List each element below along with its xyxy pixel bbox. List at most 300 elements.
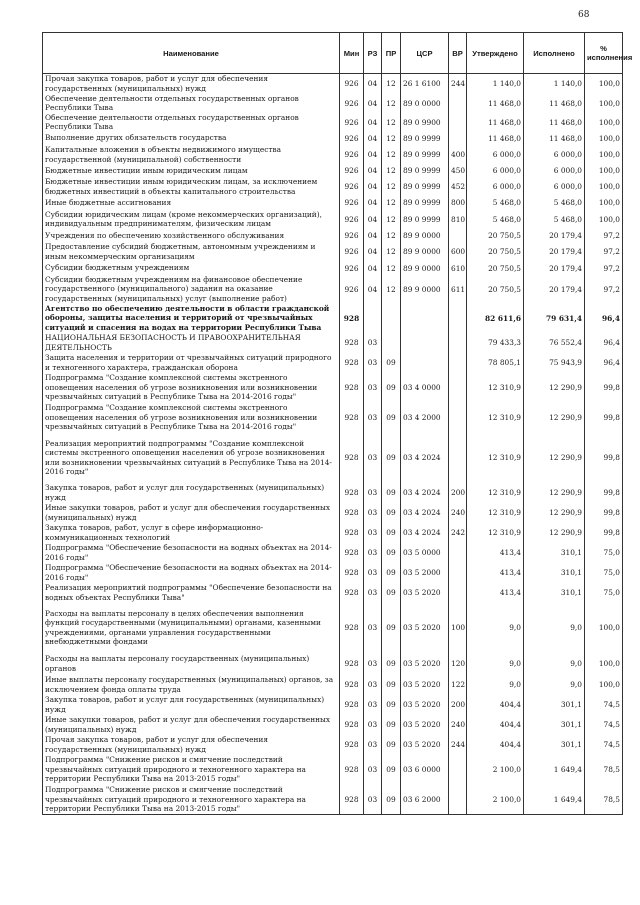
cell-name: Прочая закупка товаров, работ и услуг для обеспечения государственных (муниципальных) нужд [43,74,340,94]
header-approved: Утверждено [467,33,524,74]
cell-approved: 5 468,0 [467,209,524,230]
cell-vr: 600 [449,242,467,262]
cell-name: Подпрограмма "Создание комплексной системы экстренного оповещения населения об угрозе возникновения или возникновении чрезвычайных ситуаций в Республике Тыва на 2014-2016 годы" [43,373,340,403]
cell-approved: 404,4 [467,695,524,715]
cell-rz: 03 [364,755,382,785]
cell-percent: 100,0 [585,177,623,197]
cell-name: Обеспечение деятельности отдельных государственных органов Республики Тыва [43,113,340,132]
cell-percent: 100,0 [585,94,623,113]
cell-rz: 03 [364,543,382,563]
cell-pr: 09 [382,403,401,433]
cell-executed: 301,1 [524,695,585,715]
cell-min: 928 [340,735,364,755]
table-row [43,735,623,755]
cell-percent: 75,0 [585,583,623,603]
header-vr: ВР [449,33,467,74]
cell-name: Учреждения по обеспечению хозяйственного обслуживания [43,230,340,242]
cell-name: Расходы на выплаты персоналу государственных (муниципальных) органов [43,653,340,675]
table-row [43,675,623,695]
cell-approved: 404,4 [467,715,524,735]
header-rz: РЗ [364,33,382,74]
cell-vr: 800 [449,197,467,209]
cell-rz: 04 [364,242,382,262]
cell-percent: 100,0 [585,197,623,209]
table-row [43,563,623,583]
cell-percent: 78,5 [585,785,623,815]
cell-executed: 301,1 [524,735,585,755]
cell-min: 928 [340,503,364,523]
cell-approved: 20 750,5 [467,262,524,275]
cell-approved: 20 750,5 [467,275,524,304]
cell-vr [449,230,467,242]
cell-percent: 100,0 [585,74,623,94]
cell-min: 926 [340,230,364,242]
table-row [43,333,623,353]
cell-min: 928 [340,675,364,695]
table-row [43,262,623,275]
cell-executed: 76 552,4 [524,333,585,353]
cell-executed: 301,1 [524,715,585,735]
cell-rz: 04 [364,209,382,230]
cell-rz: 03 [364,333,382,353]
table-row [43,94,623,113]
cell-percent: 99,8 [585,433,623,483]
cell-executed: 12 290,9 [524,433,585,483]
header-name: Наименование [43,33,340,74]
cell-executed: 79 631,4 [524,304,585,333]
cell-vr [449,132,467,145]
table-row [43,403,623,433]
table-row [43,230,623,242]
cell-min: 928 [340,695,364,715]
cell-rz: 03 [364,523,382,543]
cell-name: Реализация мероприятий подпрограммы "Обеспечение безопасности на водных объектах Республики Тыва" [43,583,340,603]
cell-vr: 100 [449,603,467,653]
cell-approved: 413,4 [467,543,524,563]
cell-name: Субсидии бюджетным учреждениям на финансовое обеспечение государственного (муниципального) задания на оказание государственных (муниципальных) услуг (выполнение работ) [43,275,340,304]
cell-executed: 310,1 [524,563,585,583]
cell-executed: 1 649,4 [524,785,585,815]
cell-vr [449,563,467,583]
cell-name: Защита населения и территории от чрезвычайных ситуаций природного и техногенного характера, гражданская оборона [43,353,340,373]
cell-approved: 82 611,6 [467,304,524,333]
cell-csr: 03 5 2000 [401,563,449,583]
cell-csr: 89 9 0000 [401,242,449,262]
cell-vr [449,304,467,333]
cell-csr: 03 4 2024 [401,523,449,543]
cell-pr: 12 [382,165,401,177]
cell-min: 928 [340,333,364,353]
cell-csr: 03 4 2024 [401,483,449,503]
cell-csr: 89 0 9900 [401,113,449,132]
cell-name: Субсидии бюджетным учреждениям [43,262,340,275]
cell-min: 926 [340,275,364,304]
cell-csr: 89 0 0000 [401,94,449,113]
cell-rz: 03 [364,785,382,815]
cell-approved: 11 468,0 [467,94,524,113]
cell-min: 926 [340,94,364,113]
cell-min: 926 [340,74,364,94]
cell-rz [364,304,382,333]
cell-pr [382,333,401,353]
cell-name: Подпрограмма "Обеспечение безопасности на водных объектах на 2014-2016 годы" [43,563,340,583]
cell-executed: 11 468,0 [524,113,585,132]
cell-rz: 03 [364,715,382,735]
cell-approved: 78 805,1 [467,353,524,373]
cell-pr: 09 [382,603,401,653]
cell-percent: 100,0 [585,209,623,230]
cell-rz: 03 [364,403,382,433]
cell-min: 928 [340,304,364,333]
cell-min: 928 [340,603,364,653]
cell-csr: 89 9 0000 [401,262,449,275]
cell-csr: 03 4 2024 [401,503,449,523]
cell-name: Закупка товаров, работ, услуг в сфере информационно-коммуникационных технологий [43,523,340,543]
cell-vr: 240 [449,715,467,735]
cell-rz: 03 [364,695,382,715]
cell-rz: 04 [364,275,382,304]
cell-vr [449,543,467,563]
cell-vr [449,333,467,353]
cell-pr: 09 [382,503,401,523]
cell-executed: 1 140,0 [524,74,585,94]
cell-min: 928 [340,523,364,543]
cell-name: Иные закупки товаров, работ и услуг для обеспечения государственных (муниципальных) нужд [43,503,340,523]
page-number: 68 [578,10,590,20]
table-row [43,785,623,815]
cell-pr: 12 [382,242,401,262]
cell-pr: 09 [382,583,401,603]
cell-approved: 12 310,9 [467,483,524,503]
table-row [43,543,623,563]
cell-pr: 09 [382,543,401,563]
cell-approved: 6 000,0 [467,165,524,177]
cell-executed: 11 468,0 [524,94,585,113]
cell-executed: 310,1 [524,543,585,563]
cell-csr: 03 6 0000 [401,755,449,785]
cell-vr: 200 [449,483,467,503]
cell-pr: 09 [382,735,401,755]
cell-min: 926 [340,197,364,209]
cell-name: Обеспечение деятельности отдельных государственных органов Республики Тыва [43,94,340,113]
cell-approved: 12 310,9 [467,373,524,403]
cell-name: НАЦИОНАЛЬНАЯ БЕЗОПАСНОСТЬ И ПРАВООХРАНИТЕЛЬНАЯ ДЕЯТЕЛЬНОСТЬ [43,333,340,353]
table-row [43,145,623,165]
cell-pr: 12 [382,113,401,132]
cell-csr: 89 0 9999 [401,177,449,197]
cell-csr [401,304,449,333]
table-row [43,209,623,230]
cell-name: Иные бюджетные ассигнования [43,197,340,209]
cell-approved: 1 140,0 [467,74,524,94]
cell-min: 926 [340,145,364,165]
cell-pr: 09 [382,373,401,403]
table-row [43,583,623,603]
cell-executed: 5 468,0 [524,197,585,209]
cell-percent: 99,8 [585,373,623,403]
cell-min: 926 [340,113,364,132]
cell-csr: 03 6 2000 [401,785,449,815]
cell-vr [449,755,467,785]
cell-name: Подпрограмма "Снижение рисков и смягчение последствий чрезвычайных ситуаций природного и техногенного характера на территории Республики Тыва на 2013-2015 годы" [43,755,340,785]
cell-csr: 03 5 2020 [401,583,449,603]
cell-vr: 244 [449,735,467,755]
cell-percent: 99,8 [585,523,623,543]
cell-rz: 04 [364,165,382,177]
cell-vr [449,353,467,373]
cell-vr [449,785,467,815]
table-row [43,503,623,523]
cell-rz: 03 [364,433,382,483]
cell-rz: 04 [364,74,382,94]
cell-rz: 04 [364,262,382,275]
cell-name: Подпрограмма "Снижение рисков и смягчение последствий чрезвычайных ситуаций природного и техногенного характера на территории Республики Тыва на 2013-2015 годы" [43,785,340,815]
table-row [43,177,623,197]
cell-csr: 89 9 0000 [401,275,449,304]
cell-pr: 12 [382,145,401,165]
cell-name: Прочая закупка товаров, работ и услуг для обеспечения государственных (муниципальных) нужд [43,735,340,755]
cell-pr: 09 [382,785,401,815]
cell-min: 926 [340,209,364,230]
cell-name: Агентство по обеспечению деятельности в области гражданской обороны, защиты населения и территорий от чрезвычайных ситуаций и спасения на водах на территории Республики Тыва [43,304,340,333]
cell-executed: 9,0 [524,603,585,653]
cell-rz: 04 [364,197,382,209]
cell-executed: 75 943,9 [524,353,585,373]
cell-percent: 99,8 [585,503,623,523]
cell-min: 928 [340,653,364,675]
cell-name: Закупка товаров, работ и услуг для государственных (муниципальных) нужд [43,483,340,503]
cell-name: Бюджетные инвестиции иным юридическим лицам, за исключением бюджетных инвестиций в объекты капитального строительства [43,177,340,197]
cell-approved: 20 750,5 [467,230,524,242]
table-row [43,113,623,132]
cell-executed: 20 179,4 [524,262,585,275]
cell-approved: 9,0 [467,675,524,695]
cell-executed: 1 649,4 [524,755,585,785]
header-min: Мин [340,33,364,74]
cell-percent: 97,2 [585,230,623,242]
cell-pr: 09 [382,483,401,503]
cell-pr [382,304,401,333]
cell-approved: 12 310,9 [467,503,524,523]
cell-rz: 03 [364,583,382,603]
cell-name: Подпрограмма "Создание комплексной системы экстренного оповещения населения об угрозе возникновения или возникновении чрезвычайных ситуаций в Республике Тыва на 2014-2016 годы" [43,403,340,433]
cell-rz: 03 [364,373,382,403]
cell-vr: 122 [449,675,467,695]
cell-approved: 2 100,0 [467,755,524,785]
cell-percent: 100,0 [585,653,623,675]
table-row [43,197,623,209]
cell-name: Реализация мероприятий подпрограммы "Создание комплексной системы экстренного оповещения населения об угрозе возникновения или возникновении чрезвычайных ситуаций в Республике Тыва на 2014-2016 годы" [43,433,340,483]
table-row [43,695,623,715]
cell-rz: 04 [364,145,382,165]
cell-percent: 75,0 [585,543,623,563]
cell-percent: 78,5 [585,755,623,785]
cell-percent: 74,5 [585,695,623,715]
cell-percent: 100,0 [585,165,623,177]
table-row [43,242,623,262]
cell-vr: 242 [449,523,467,543]
cell-vr: 240 [449,503,467,523]
cell-approved: 413,4 [467,563,524,583]
cell-csr: 03 4 0000 [401,373,449,403]
cell-min: 928 [340,483,364,503]
cell-csr: 03 4 2000 [401,403,449,433]
table-row [43,653,623,675]
cell-approved: 12 310,9 [467,523,524,543]
cell-rz: 04 [364,94,382,113]
cell-executed: 9,0 [524,675,585,695]
table-row [43,165,623,177]
cell-min: 928 [340,755,364,785]
cell-rz: 04 [364,132,382,145]
cell-name: Иные закупки товаров, работ и услуг для обеспечения государственных (муниципальных) нужд [43,715,340,735]
table-row [43,715,623,735]
cell-percent: 100,0 [585,145,623,165]
cell-pr: 12 [382,177,401,197]
cell-pr: 09 [382,523,401,543]
cell-percent: 96,4 [585,304,623,333]
cell-csr: 89 9 0000 [401,230,449,242]
cell-vr [449,433,467,483]
cell-vr [449,94,467,113]
cell-csr: 26 1 6100 [401,74,449,94]
header-percent: % исполнения [585,33,623,74]
cell-pr: 09 [382,755,401,785]
cell-pr: 09 [382,695,401,715]
cell-csr: 89 0 9999 [401,145,449,165]
cell-vr: 452 [449,177,467,197]
cell-rz: 04 [364,177,382,197]
cell-percent: 100,0 [585,675,623,695]
cell-executed: 12 290,9 [524,403,585,433]
cell-vr: 611 [449,275,467,304]
cell-pr: 12 [382,262,401,275]
table-row [43,523,623,543]
cell-pr: 09 [382,433,401,483]
cell-min: 928 [340,583,364,603]
cell-pr: 09 [382,653,401,675]
cell-percent: 75,0 [585,563,623,583]
table-body [43,74,623,815]
cell-name: Расходы на выплаты персоналу в целях обеспечения выполнения функций государственными (муниципальными) органами, казенными учреждениями, органами управления государственными внебюджетными фондами [43,603,340,653]
cell-pr: 12 [382,74,401,94]
table-row [43,353,623,373]
cell-csr: 03 5 2020 [401,735,449,755]
cell-percent: 97,2 [585,262,623,275]
cell-vr: 450 [449,165,467,177]
cell-vr [449,373,467,403]
table-row [43,433,623,483]
budget-execution-table [42,32,633,815]
cell-csr: 03 5 2020 [401,715,449,735]
cell-csr: 03 5 0000 [401,543,449,563]
cell-name: Иные выплаты персоналу государственных (муниципальных) органов, за исключением фонда оплаты труда [43,675,340,695]
cell-executed: 6 000,0 [524,177,585,197]
cell-percent: 99,8 [585,483,623,503]
cell-min: 928 [340,403,364,433]
cell-vr: 400 [449,145,467,165]
cell-executed: 20 179,4 [524,242,585,262]
cell-vr: 120 [449,653,467,675]
cell-rz: 04 [364,230,382,242]
table-row [43,483,623,503]
cell-csr: 03 5 2020 [401,603,449,653]
cell-pr: 12 [382,230,401,242]
cell-executed: 9,0 [524,653,585,675]
cell-vr: 810 [449,209,467,230]
cell-pr: 09 [382,563,401,583]
cell-pr: 09 [382,353,401,373]
header-executed: Исполнено [524,33,585,74]
cell-vr: 244 [449,74,467,94]
cell-percent: 97,2 [585,275,623,304]
cell-min: 928 [340,353,364,373]
cell-rz: 03 [364,563,382,583]
cell-min: 926 [340,132,364,145]
cell-percent: 74,5 [585,735,623,755]
cell-name: Капитальные вложения в объекты недвижимого имущества государственной (муниципальной) собственности [43,145,340,165]
cell-pr: 12 [382,209,401,230]
cell-pr: 12 [382,275,401,304]
cell-name: Субсидии юридическим лицам (кроме некоммерческих организаций), индивидуальным предпринимателям, физическим лицам [43,209,340,230]
cell-name: Предоставление субсидий бюджетным, автономным учреждениям и иным некоммерческим организациям [43,242,340,262]
cell-approved: 404,4 [467,735,524,755]
cell-min: 928 [340,785,364,815]
cell-pr: 09 [382,715,401,735]
cell-csr: 03 5 2020 [401,653,449,675]
cell-executed: 12 290,9 [524,523,585,543]
cell-percent: 96,4 [585,353,623,373]
cell-min: 928 [340,563,364,583]
cell-rz: 03 [364,483,382,503]
header-csr: ЦСР [401,33,449,74]
cell-csr: 03 5 2020 [401,695,449,715]
cell-approved: 11 468,0 [467,132,524,145]
cell-csr: 89 0 9999 [401,197,449,209]
cell-rz: 04 [364,113,382,132]
cell-vr: 610 [449,262,467,275]
cell-approved: 6 000,0 [467,145,524,165]
cell-min: 928 [340,715,364,735]
cell-approved: 5 468,0 [467,197,524,209]
cell-approved: 413,4 [467,583,524,603]
cell-approved: 9,0 [467,653,524,675]
cell-rz: 03 [364,675,382,695]
cell-min: 926 [340,242,364,262]
table-row [43,755,623,785]
cell-rz: 03 [364,353,382,373]
cell-pr: 12 [382,197,401,209]
table-row [43,373,623,403]
table-row [43,275,623,304]
cell-percent: 100,0 [585,603,623,653]
cell-approved: 12 310,9 [467,433,524,483]
cell-executed: 310,1 [524,583,585,603]
cell-executed: 12 290,9 [524,483,585,503]
table-row [43,304,623,333]
cell-csr: 89 0 9999 [401,132,449,145]
cell-approved: 79 433,3 [467,333,524,353]
cell-rz: 03 [364,603,382,653]
cell-csr [401,333,449,353]
cell-rz: 03 [364,735,382,755]
cell-executed: 12 290,9 [524,503,585,523]
cell-percent: 99,8 [585,403,623,433]
cell-executed: 6 000,0 [524,165,585,177]
cell-name: Бюджетные инвестиции иным юридическим лицам [43,165,340,177]
cell-name: Подпрограмма "Обеспечение безопасности на водных объектах на 2014-2016 годы" [43,543,340,563]
cell-percent: 74,5 [585,715,623,735]
